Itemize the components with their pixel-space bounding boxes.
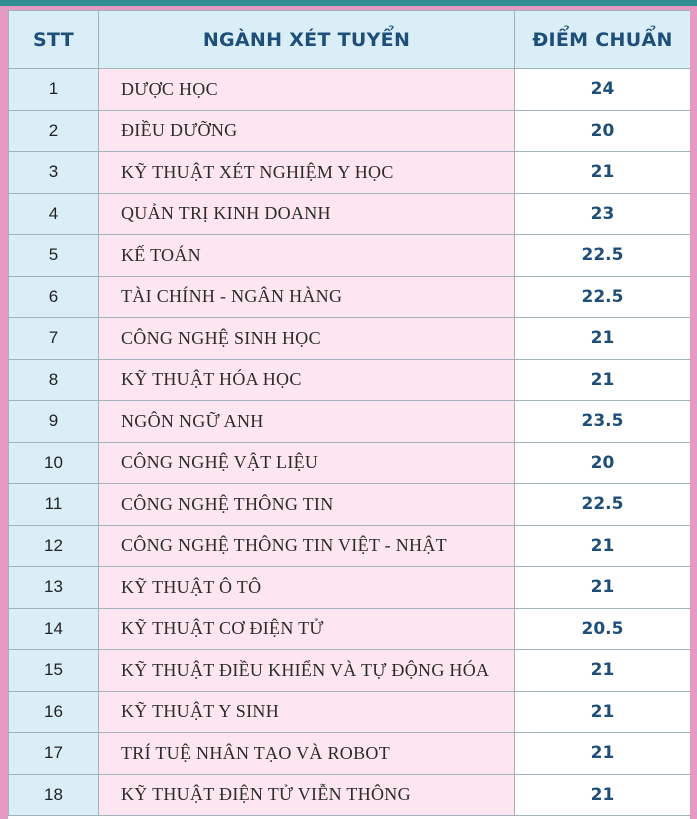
row-score-cell: 24 [515, 69, 691, 111]
row-major-cell: CÔNG NGHỆ THÔNG TIN VIỆT - NHẬT [99, 525, 515, 567]
row-score-cell: 22.5 [515, 484, 691, 526]
row-score-cell: 21 [515, 525, 691, 567]
table-body [9, 69, 691, 816]
row-score-cell: 22.5 [515, 235, 691, 277]
score-table-sheet [8, 10, 690, 819]
row-stt-cell: 14 [9, 608, 99, 650]
table-row [9, 525, 691, 567]
row-score-cell: 21 [515, 774, 691, 816]
row-stt-cell: 1 [9, 69, 99, 111]
row-stt-cell: 17 [9, 733, 99, 775]
table-row [9, 235, 691, 277]
row-stt-cell: 4 [9, 193, 99, 235]
row-stt-cell: 2 [9, 110, 99, 152]
row-major-cell: KỸ THUẬT HÓA HỌC [99, 359, 515, 401]
row-stt-cell: 15 [9, 650, 99, 692]
table-row [9, 733, 691, 775]
row-score-cell: 20 [515, 110, 691, 152]
row-stt-cell: 11 [9, 484, 99, 526]
header-score: ĐIỂM CHUẨN [515, 11, 691, 69]
table-row [9, 318, 691, 360]
row-major-cell: CÔNG NGHỆ VẬT LIỆU [99, 442, 515, 484]
row-major-cell: CÔNG NGHỆ THÔNG TIN [99, 484, 515, 526]
row-score-cell: 23 [515, 193, 691, 235]
row-stt-cell: 5 [9, 235, 99, 277]
row-major-cell: KỸ THUẬT Y SINH [99, 691, 515, 733]
row-major-cell: DƯỢC HỌC [99, 69, 515, 111]
row-score-cell: 20.5 [515, 608, 691, 650]
row-major-cell: QUẢN TRỊ KINH DOANH [99, 193, 515, 235]
table-row [9, 110, 691, 152]
row-score-cell: 20 [515, 442, 691, 484]
row-major-cell: NGÔN NGỮ ANH [99, 401, 515, 443]
row-score-cell: 21 [515, 152, 691, 194]
table-row [9, 193, 691, 235]
table-row [9, 650, 691, 692]
row-score-cell: 21 [515, 650, 691, 692]
table-row [9, 691, 691, 733]
table-row [9, 442, 691, 484]
row-score-cell: 21 [515, 691, 691, 733]
row-major-cell: TÀI CHÍNH - NGÂN HÀNG [99, 276, 515, 318]
header-stt: STT [9, 11, 99, 69]
row-major-cell: KỸ THUẬT CƠ ĐIỆN TỬ [99, 608, 515, 650]
row-stt-cell: 10 [9, 442, 99, 484]
header-row [9, 11, 691, 69]
row-score-cell: 21 [515, 567, 691, 609]
table-row [9, 401, 691, 443]
row-score-cell: 21 [515, 733, 691, 775]
row-stt-cell: 13 [9, 567, 99, 609]
table-row [9, 484, 691, 526]
row-stt-cell: 9 [9, 401, 99, 443]
table-row [9, 774, 691, 816]
row-major-cell: KẾ TOÁN [99, 235, 515, 277]
row-score-cell: 23.5 [515, 401, 691, 443]
row-score-cell: 22.5 [515, 276, 691, 318]
row-stt-cell: 3 [9, 152, 99, 194]
row-stt-cell: 18 [9, 774, 99, 816]
row-stt-cell: 7 [9, 318, 99, 360]
row-stt-cell: 16 [9, 691, 99, 733]
row-major-cell: KỸ THUẬT ĐIỀU KHIỂN VÀ TỰ ĐỘNG HÓA [99, 650, 515, 692]
table-row [9, 567, 691, 609]
table-row [9, 276, 691, 318]
row-major-cell: ĐIỀU DƯỠNG [99, 110, 515, 152]
row-stt-cell: 8 [9, 359, 99, 401]
table-row [9, 359, 691, 401]
row-stt-cell: 12 [9, 525, 99, 567]
row-major-cell: KỸ THUẬT XÉT NGHIỆM Y HỌC [99, 152, 515, 194]
table-row [9, 69, 691, 111]
table-row [9, 152, 691, 194]
header-major: NGÀNH XÉT TUYỂN [99, 11, 515, 69]
row-major-cell: CÔNG NGHỆ SINH HỌC [99, 318, 515, 360]
row-score-cell: 21 [515, 318, 691, 360]
row-score-cell: 21 [515, 359, 691, 401]
table-row [9, 608, 691, 650]
row-major-cell: KỸ THUẬT Ô TÔ [99, 567, 515, 609]
table-header [9, 11, 691, 69]
admission-score-table [8, 10, 690, 816]
row-major-cell: TRÍ TUỆ NHÂN TẠO VÀ ROBOT [99, 733, 515, 775]
row-stt-cell: 6 [9, 276, 99, 318]
row-major-cell: KỸ THUẬT ĐIỆN TỬ VIỄN THÔNG [99, 774, 515, 816]
